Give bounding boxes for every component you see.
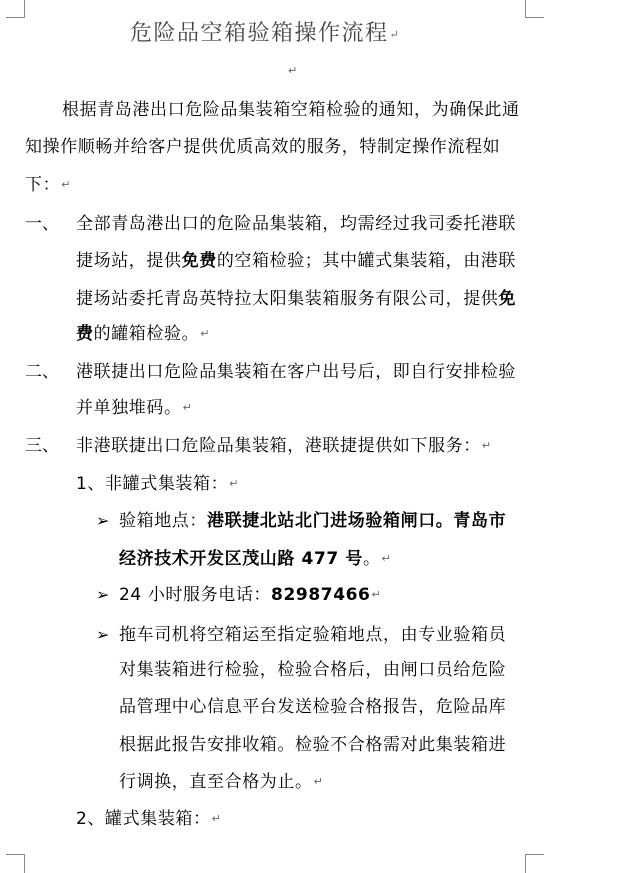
item-1-line-3: 捷场站委托青岛英特拉太阳集装箱服务有限公司，提供免 — [76, 289, 517, 309]
intro-line-2: 知操作顺畅并给客户提供优质高效的服务，特制定操作流程如 — [25, 137, 501, 157]
crop-mark-top-left — [6, 0, 25, 18]
bullet-3-line-3: 品管理中心信息平台发送检验合格报告，危险品库 — [119, 697, 507, 717]
bullet-arrow-icon: ➢ — [96, 625, 110, 644]
bullet-1-line-1: 验箱地点：港联捷北站北门进场验箱闸口。青岛市 — [119, 511, 507, 531]
intro-line-3: 下：↵ — [25, 175, 71, 195]
paragraph-mark-icon: ↵ — [481, 439, 492, 452]
item-3-number: 三、 — [25, 436, 59, 456]
paragraph-mark-icon: ↵ — [61, 178, 71, 191]
sub-1-heading: 1、非罐式集装箱：↵ — [76, 474, 239, 494]
item-1-number: 一、 — [25, 214, 59, 234]
bullet-arrow-icon: ➢ — [96, 585, 110, 604]
crop-mark-bottom-right — [525, 854, 544, 873]
crop-mark-bottom-left — [6, 854, 25, 873]
item-2-line-1: 港联捷出口危险品集装箱在客户出号后，即自行安排检验 — [76, 362, 516, 382]
paragraph-mark-icon: ↵ — [371, 588, 381, 601]
item-1-line-1: 全部青岛港出口的危险品集装箱，均需经过我司委托港联 — [76, 214, 516, 234]
free-emphasis: 免费 — [181, 251, 217, 271]
item-2-line-2: 并单独堆码。↵ — [76, 398, 192, 418]
bullet-3-line-2: 对集装箱进行检验，检验合格后，由闸口员给危险 — [119, 660, 507, 680]
bullet-3-line-4: 根据此报告安排收箱。检验不合格需对此集装箱进 — [119, 735, 507, 755]
bullet-2-line-1: 24 小时服务电话：82987466↵ — [119, 585, 381, 605]
page-title — [130, 20, 399, 49]
paragraph-mark-icon: ↵ — [288, 64, 298, 77]
free-emphasis: 费 — [76, 324, 94, 344]
bullet-arrow-icon: ➢ — [96, 511, 110, 530]
paragraph-mark-icon: ↵ — [381, 552, 391, 565]
item-3-line-1: 非港联捷出口危险品集装箱，港联捷提供如下服务：↵ — [76, 436, 492, 456]
paragraph-mark-icon: ↵ — [389, 28, 399, 41]
bullet-1-line-2: 经济技术开发区茂山路 477 号。↵ — [119, 549, 391, 569]
bullet-3-line-1: 拖车司机将空箱运至指定验箱地点，由专业验箱员 — [119, 625, 507, 645]
item-1-line-4: 费的罐箱检验。↵ — [76, 324, 210, 344]
paragraph-mark-icon: ↵ — [182, 401, 192, 414]
crop-mark-top-right — [525, 0, 544, 18]
paragraph-mark-icon: ↵ — [229, 477, 239, 490]
intro-line-1: 根据青岛港出口危险品集装箱空箱检验的通知，为确保此通 — [62, 100, 520, 120]
paragraph-mark-icon: ↵ — [200, 327, 210, 340]
item-1-line-2: 捷场站，提供免费的空箱检验；其中罐式集装箱，由港联 — [76, 251, 517, 271]
paragraph-mark-icon: ↵ — [313, 775, 323, 788]
sub-2-heading: 2、罐式集装箱：↵ — [76, 809, 221, 829]
item-2-number: 二、 — [25, 362, 59, 382]
service-phone: 82987466 — [271, 585, 371, 605]
free-emphasis: 免 — [498, 289, 517, 309]
bullet-3-line-5: 行调换，直至合格为止。↵ — [119, 772, 323, 792]
page-title-text: 危险品空箱验箱操作流程 — [130, 21, 389, 46]
paragraph-mark-icon: ↵ — [211, 812, 221, 825]
